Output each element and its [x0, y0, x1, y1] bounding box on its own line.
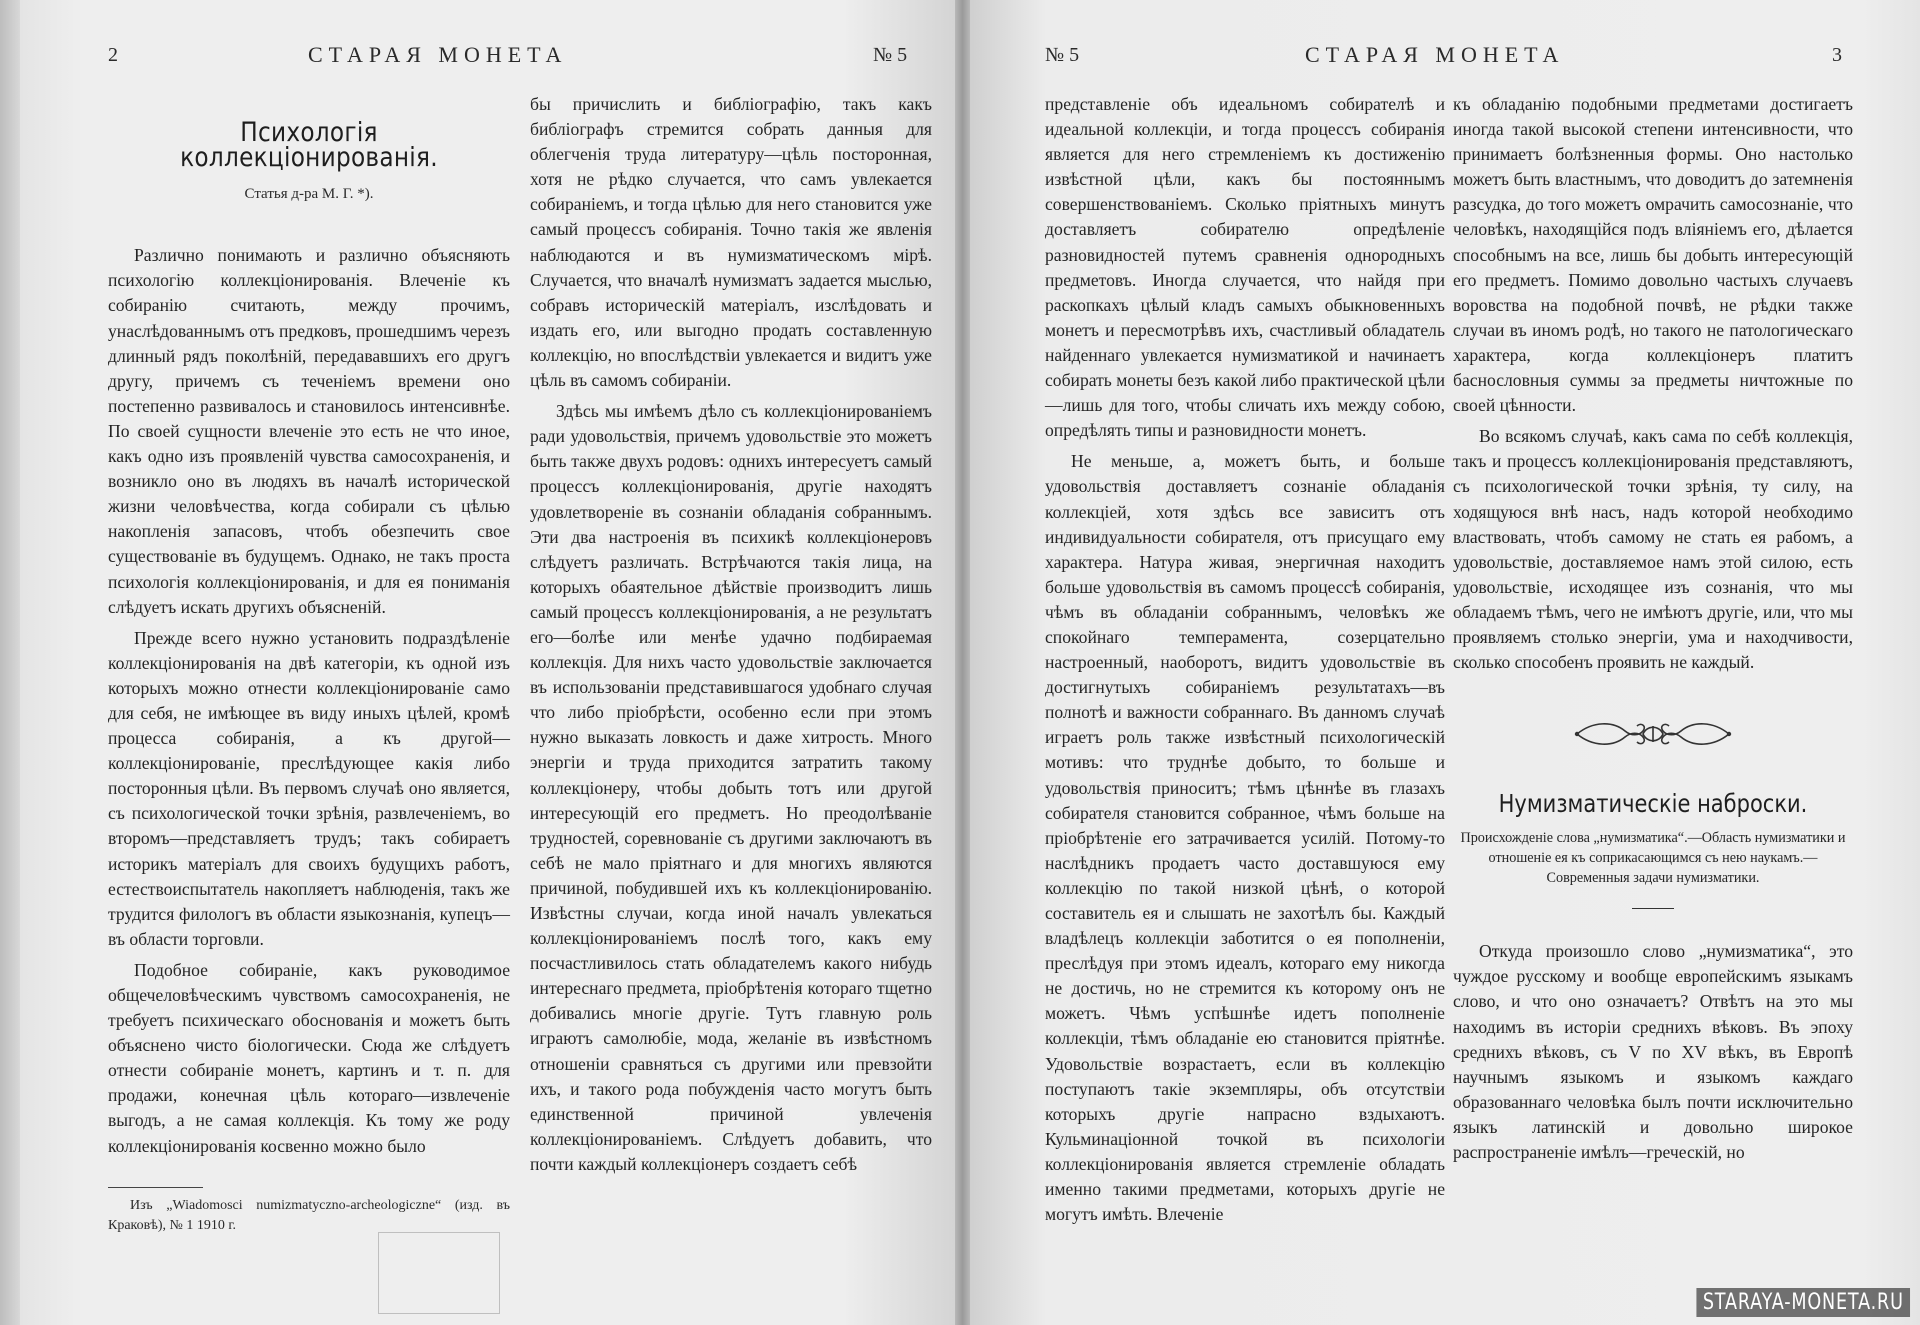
paragraph: Во всякомъ случаѣ, какъ сама по себѣ коллекція, такъ и процессъ коллекціонированія представляютъ, съ психологической точки зрѣнія, ту силу, на ходящуюся внѣ насъ, надъ которой необходимо властвовать, чтобъ самому не стать ея рабомъ, а удовольствіе, доставляемое намъ этой силою, есть удовольствіе, исходящее изъ сознанія, что мы обладаемъ тѣмъ, чего не имѣютъ другіе, или, что мы проявляемъ столько энергіи, ума и находчивости, сколько способенъ проявить не каждый.	[1453, 426, 1853, 673]
page-number: 2	[108, 44, 118, 66]
paragraph: бы причислить и библіографію, такъ какъ библіографъ стремится собрать данныя для облегченія труда литературу—цѣль посторонная, хотя не рѣдко случается, что самъ увлекается собираніемъ, и тогда цѣлью для него становится уже самый процессъ собиранія. Точно такія же явленія наблюдаются и въ нумизматическомъ мірѣ. Случается, что вначалѣ нумизматъ задается мыслью, собравъ историческій матеріалъ, изслѣдовать и издать его, или выгодно продать составленную коллекцію, но впослѣдствіи увлекается и видитъ уже цѣль въ самомъ собираніи.	[530, 94, 932, 391]
running-head: СТАРАЯ МОНЕТА	[1305, 42, 1565, 67]
right-page	[970, 0, 1920, 1325]
section-rule	[1632, 908, 1674, 909]
article-summary: Происхожденіе слова „нумизматика“.—Область нумизматики и отношеніе ея къ соприкасающимся съ нею наукамъ.—Современныя задачи нумизматики.	[1460, 830, 1846, 887]
running-head: СТАРАЯ МОНЕТА	[308, 42, 568, 67]
article-title: Нумизматическіе наброски.	[1498, 789, 1808, 819]
issue-number: № 5	[873, 44, 908, 66]
paragraph: представленіе объ идеальномъ собирателѣ и идеальной коллекціи, и тогда процессъ собиранія является для него стремленіемъ къ достиженію извѣстной цѣли, какъ бы постояннымъ совершенствованіемъ. Сколько пріятныхъ минутъ доставляетъ собирателю опредѣленіе разновидностей путемъ сравненія однородныхъ предметовъ. Иногда случается, что найдя при раскопкахъ цѣлый кладъ самыхъ обыкновенныхъ монетъ и пересмотрѣвъ ихъ, счастливый обладатель найденнаго увлекается нумизматикой и начинаетъ собирать монеты безъ какой либо практической цѣли—лишь для того, чтобы сличать ихъ между собою, опредѣлять типы и разновидности монетъ.	[1045, 94, 1445, 441]
article-byline: Статья д-ра М. Г. *).	[244, 186, 374, 203]
book-gutter	[955, 0, 970, 1325]
paragraph: Здѣсь мы имѣемъ дѣло съ коллекціонированіемъ ради удовольствія, причемъ удовольствіе это можетъ быть также двухъ родовъ: однихъ интересуетъ самый процессъ коллекціонированія, другіе находятъ удовлетвореніе въ сознаніи обладанія собраннымъ. Эти два настроенія въ психикѣ коллекціонеровъ слѣдуетъ различать. Встрѣчаются такія лица, на которыхъ обаятельное дѣйствіе производитъ лишь самый процессъ коллекціонированія, а не результатъ его—болѣе или менѣе удачно подбираемая коллекція. Для нихъ часто удовольствіе заключается въ использованіи представившагося удобнаго случая что либо пріобрѣсти, особенно если при этомъ нужно выказать ловкость и даже хитрость. Много энергіи и труда приходится затратить такому коллекціонеру, чтобы добыть тотъ или другой интересующій его предметъ. Но преодолѣваніе трудностей, соревнованіе съ другими заключаютъ въ себѣ не мало пріятнаго и для многихъ являются причиной, побудившей ихъ къ коллекціонированію. Извѣстны случаи, когда иной началъ увлекаться коллекціонированіемъ послѣ того, какъ ему посчастливилось стать обладателемъ какого нибудь интереснаго предмета, пріобрѣтенія котораго тщетно добивались многіе другіе. Тутъ главную роль играютъ самолюбіе, мода, желаніе въ извѣстномъ отношеніи сравняться съ другими или превзойти ихъ, и такого рода побужденія часто могутъ быть единственной причиной увлеченія коллекціонированіемъ. Слѣдуетъ добавить, что почти каждый коллекціонеръ создаетъ себѣ	[530, 401, 932, 1174]
left-column-1	[108, 92, 510, 1236]
paragraph: Подобное собираніе, какъ руководимое общечеловѣческимъ чувствомъ самосохраненія, не требуетъ психическаго обоснованія и можетъ быть объяснено чисто біологически. Сюда же слѣдуетъ отнести собираніе монетъ, картинъ и т. п. для продажи, конечная цѣль котораго—извлеченіе выгодъ, а не самая коллекція. Къ тому же роду коллекціонированія косвенно можно было	[108, 959, 510, 1156]
left-page	[20, 0, 955, 1325]
library-stamp	[378, 1232, 500, 1314]
right-column-1	[1045, 92, 1445, 1227]
paragraph: къ обладанію подобными предметами достигаетъ иногда такой высокой степени интенсивности, что принимаетъ болѣзненныя формы. Оно настолько можетъ быть властнымъ, что доводитъ до затемненія разсудка, до того можетъ омрачить самосознаніе, что человѣкъ, находящійся подъ вліяніемъ его, дѣлается способнымъ на все, лишь бы добыть интересующій его предметъ. Помимо довольно частыхъ случаевъ воровства на подобной почвѣ, не рѣдки также случаи въ иномъ родѣ, но такого не патологическаго характера, когда коллекціонеръ платитъ баснословныя суммы за предметы ничтожные по своей цѣнности.	[1453, 94, 1853, 416]
paragraph: Откуда произошло слово „нумизматика“, это чуждое русскому и вообще европейскимъ языкамъ слово, и что оно означаетъ? Отвѣтъ на это мы находимъ въ исторіи среднихъ вѣковъ. Въ эпоху среднихъ вѣковъ, съ V по XV вѣкъ, въ Европѣ научнымъ языкомъ и языкомъ каждаго образованнаго человѣка былъ почти исключительно языкъ латинскій и довольно широкое распространеніе имѣлъ—греческій, но	[1453, 941, 1853, 1162]
page-stack-edge	[0, 0, 20, 1325]
page-number: 3	[1832, 44, 1842, 66]
flourish-ornament-icon	[1573, 717, 1733, 751]
left-column-2	[530, 92, 932, 1177]
issue-number: № 5	[1045, 44, 1080, 66]
paragraph: Не меньше, а, можетъ быть, и больше удовольствія доставляетъ сознаніе обладанія коллекціей, хотя здѣсь все зависитъ отъ индивидуальности собирателя, отъ присущаго ему характера. Натура живая, энергичная находитъ больше удовольствія въ самомъ процессѣ собиранія, чѣмъ въ обладаніи собраннымъ, человѣкъ же спокойнаго темперамента, созерцательно настроенный, наоборотъ, видитъ удовольствіе въ достигнутыхъ собираніемъ результатахъ—въ полнотѣ и важности собраннаго. Въ данномъ случаѣ играетъ роль также извѣстный психологическій мотивъ: что труднѣе добыто, то больше и удовольствія приноситъ; тѣмъ цѣннѣе въ глазахъ собирателя становится собранное, чѣмъ больше на пріобрѣтеніе его затрачивается усилій. Потому-то наслѣдникъ продаетъ часто доставшуюся ему коллекцію по такой низкой цѣнѣ, о которой составитель ея и слышать не захотѣлъ бы. Каждый владѣлецъ коллекціи заботится о ея пополненіи, преслѣдуя при этомъ идеалъ, котораго ему никогда не достичь, но не стремится къ которому онъ не можетъ. Чѣмъ успѣшнѣе идетъ пополненіе коллекціи, тѣмъ обладаніе ею становится пріятнѣе. Удовольствіе возрастаетъ, если въ коллекцію поступаютъ такіе экземпляры, объ отсутствіи которыхъ другіе напрасно вздыхаютъ. Кульминаціонной точкой въ психологіи коллекціонированія является стремленіе обладать именно такими предметами, которыхъ другіе не могутъ имѣть. Влеченіе	[1045, 451, 1445, 1225]
footnote-rule	[108, 1187, 203, 1188]
footnote: Изъ „Wiadomosci numizmatyczno-archeologiczne“ (изд. въ Краковѣ), № 1 1910 г.	[108, 1197, 510, 1233]
site-watermark: STARAYA-MONETA.RU	[1696, 1288, 1910, 1317]
article-title: Психологія коллекціонированія.	[180, 117, 438, 174]
right-column-2	[1453, 92, 1853, 1165]
paragraph: Прежде всего нужно установить подраздѣленіе коллекціонированія на двѣ категоріи, къ одной изъ которыхъ можно отнести коллекціонированіе само для себя, не имѣющее въ виду иныхъ цѣлей, кромѣ процесса собиранія, а къ другой—коллекціонированіе, преслѣдующее какія либо посторонныя цѣли. Въ первомъ случаѣ оно является, съ психологической точки зрѣнія, развлеченіемъ, во второмъ—представляетъ трудъ; такъ собираетъ историкъ матеріалъ для своихъ будущихъ работъ, естествоиспытатель накопляетъ наблюденія, такъ же трудится филологъ въ области языкознанія, купецъ—въ области торговли.	[108, 627, 510, 949]
paragraph: Различно понимають и различно объясняють психологію коллекціонированія. Влеченіе къ собиранію считають, между прочимъ, унаслѣдованнымъ отъ предковъ, прошедшимъ черезъ длинный рядъ поколѣній, передававшихъ его другъ другу, причемъ съ теченіемъ времени оно постепенно развивалось и становилось интенсивнѣе. По своей сущности влеченіе это есть не что иное, какъ одно изъ проявленій чувства самосохраненія, и возникло оно въ людяхъ въ началѣ исторической жизни человѣчества, когда собирали съ цѣлью накопленія запасовъ, чтобъ обезпечить свое существованіе въ будущемъ. Однако, не такъ проста психологія коллекціонированія, и для ея пониманія слѣдуетъ искать другихъ объясненій.	[108, 245, 510, 617]
